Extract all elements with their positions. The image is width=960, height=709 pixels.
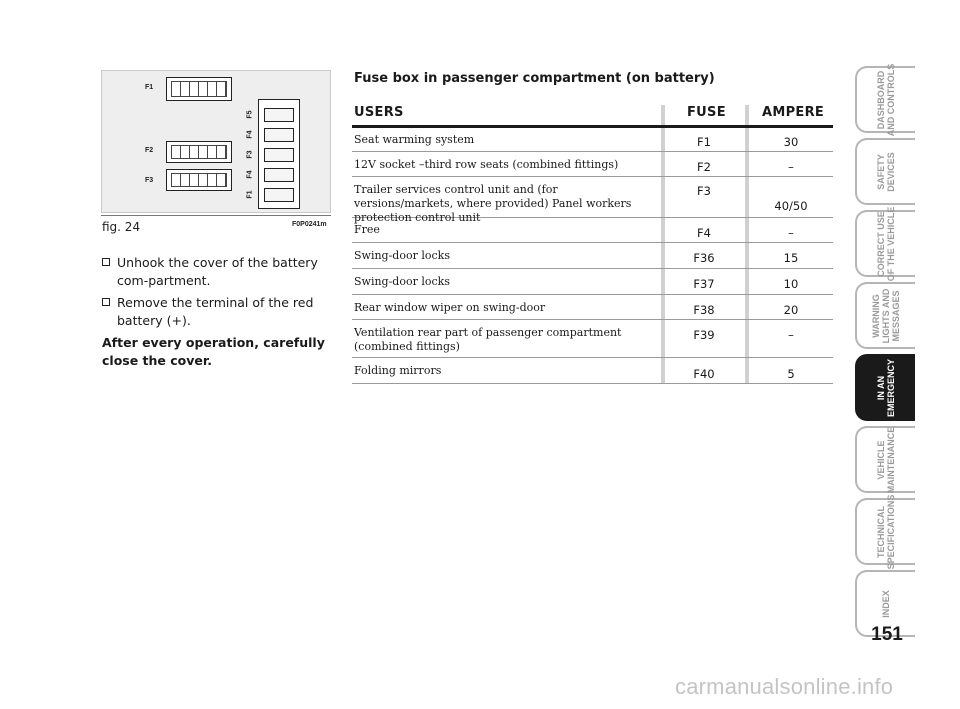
fuse-f3-drawing [166,169,232,191]
instruction-text: Remove the terminal of the red battery (+). [117,295,314,328]
table-row [352,218,833,243]
cell-user: Rear window wiper on swing-door [354,301,546,314]
cell-user: Folding mirrors [354,364,442,377]
cell-ampere: 5 [787,367,795,381]
fuse-block-drawing [258,99,300,209]
cell-fuse: F4 [697,226,711,240]
table-row [352,295,833,320]
table-row [352,358,833,384]
block-label-f3: F3 [246,150,254,159]
checkbox-bullet-icon [102,258,110,266]
tab-label: WARNING LIGHTS AND MESSAGES [871,288,901,343]
cell-fuse: F38 [693,303,715,317]
cell-fuse: F40 [693,367,715,381]
cell-user: Ventilation rear part of passenger compartment (combined fittings) [354,326,622,353]
checkbox-bullet-icon [102,298,110,306]
tab-dashboard-and-controls[interactable] [855,63,915,136]
instruction-text: Unhook the cover of the battery com-partment. [117,255,318,288]
fuse-box-figure [101,70,331,213]
cell-fuse: F36 [693,251,715,265]
warning-text: After every operation, carefully close the cover. [102,335,325,368]
tab-label: CORRECT USE OF THE VEHICLE [876,206,896,281]
cell-user: Swing-door locks [354,275,450,288]
cell-fuse: F3 [697,184,711,198]
tab-vehicle-maintenance[interactable] [855,426,915,493]
fuse-f1-drawing [166,77,232,101]
tab-correct-use[interactable] [855,206,915,281]
cell-ampere: 20 [783,303,799,317]
table-row [352,320,833,358]
header-fuse: FUSE [687,105,726,120]
tab-in-an-emergency[interactable] [855,354,915,421]
fig-label-f2: F2 [145,147,154,154]
tab-label: INDEX [881,589,891,618]
table-row [352,128,833,152]
cell-user: Swing-door locks [354,249,450,262]
cell-ampere: 40/50 [774,199,808,213]
table-title: Fuse box in passenger compartment (on battery) [354,71,715,86]
tab-label: DASHBOARD AND CONTROLS [876,63,896,136]
cell-user: Free [354,223,380,236]
block-label-f1: F1 [246,190,254,199]
tab-label: TECHNICAL SPECIFICATIONS [876,494,896,569]
block-label-f5: F5 [246,110,254,119]
block-label-f4-top: F4 [246,130,254,139]
fig-label-f1: F1 [145,84,154,91]
fuse-f2-drawing [166,141,232,163]
figure-code: F0P0241m [292,221,327,228]
instructions [102,254,334,370]
header-users: USERS [354,105,404,120]
cell-ampere: 30 [783,135,799,149]
tab-label: SAFETY DEVICES [876,151,896,192]
cell-fuse: F37 [693,277,715,291]
page-number: 151 [871,624,903,645]
cell-ampere: – [788,328,794,342]
tab-technical-specifications[interactable] [855,494,915,569]
figure-caption: fig. 24 [102,220,141,234]
figure-rule [101,215,331,216]
cell-fuse: F2 [697,160,711,174]
cell-ampere: 10 [783,277,799,291]
watermark: carmanualsonline.info [675,674,894,699]
instruction-step [102,254,334,290]
cell-fuse: F39 [693,328,715,342]
cell-user: Trailer services control unit and (for versions/markets, where provided) Panel workers protection control unit [354,183,632,224]
block-label-f4-bottom: F4 [246,170,254,179]
tab-warning-lights[interactable] [855,282,915,349]
table-row [352,269,833,295]
cell-fuse: F1 [697,135,711,149]
fig-label-f3: F3 [145,177,154,184]
table-row [352,152,833,177]
cell-user: Seat warming system [354,133,475,146]
table-row [352,243,833,269]
header-ampere: AMPERE [762,105,825,120]
tab-label: IN AN EMERGENCY [876,358,896,417]
table-row [352,177,833,224]
instruction-step [102,294,334,330]
tab-label: VEHICLE MAINTENANCE [876,426,896,493]
cell-ampere: – [788,226,794,240]
cell-ampere: – [788,160,794,174]
tab-safety-devices[interactable] [855,138,915,205]
cell-user: 12V socket –third row seats (combined fittings) [354,158,619,171]
cell-ampere: 15 [783,251,799,265]
